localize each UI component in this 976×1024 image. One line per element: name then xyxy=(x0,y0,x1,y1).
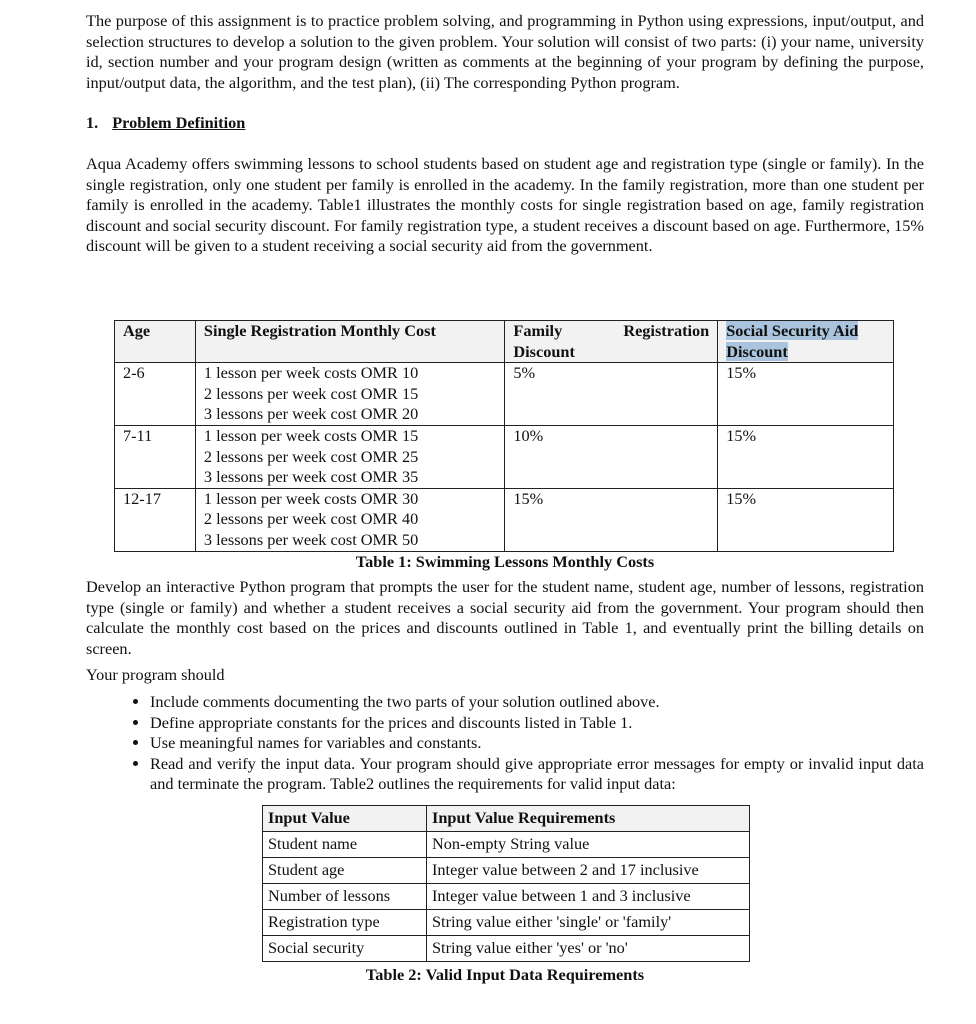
table-row xyxy=(263,831,750,857)
problem-paragraph: Aqua Academy offers swimming lessons to school students based on student age and registration type (single or family). In the single registration, only one student per family is enrolled in the academy. In the family registration, more than one student per family is enrolled in the academy. Table1 illustrates the monthly costs for single registration based on age, family registration discount and social security discount. For family registration type, a student receives a discount based on age. Furthermore, 15% discount will be given to a student receiving a social security aid from the government. xyxy=(86,153,924,256)
document-page xyxy=(86,11,924,984)
requirement-cell: Integer value between 2 and 17 inclusive xyxy=(427,857,750,883)
input-value-cell: Number of lessons xyxy=(263,883,427,909)
table-header-row xyxy=(115,321,894,363)
table-row xyxy=(263,909,750,935)
cost-line: 3 lessons per week cost OMR 20 xyxy=(203,404,419,424)
should-label: Your program should xyxy=(86,665,225,685)
header-family-a: Family xyxy=(513,321,563,340)
table2-caption: Table 2: Valid Input Data Requirements xyxy=(365,964,645,984)
cost-line: 2 lessons per week cost OMR 25 xyxy=(203,446,419,466)
header-family-b: Registration xyxy=(623,321,710,340)
requirement-cell: String value either 'single' or 'family' xyxy=(427,909,750,935)
header-family-c: Discount xyxy=(513,341,575,361)
requirement-cell: String value either 'yes' or 'no' xyxy=(427,935,750,961)
list-item: • Use meaningful names for variables and constants. xyxy=(150,733,924,754)
input-value-cell: Student name xyxy=(263,831,427,857)
cost-cell xyxy=(195,425,504,488)
develop-paragraph: Develop an interactive Python program that prompts the user for the student name, student age, number of lessons, registration type (single or family) and whether a student receives a social security aid from the government. Your program should then calculate the monthly cost based on the prices and discounts outlined in Table 1, and eventually print the billing details on screen. xyxy=(86,577,924,658)
header-requirements: Input Value Requirements xyxy=(427,805,750,831)
section-heading xyxy=(86,113,924,134)
header-single: Single Registration Monthly Cost xyxy=(195,321,504,363)
header-age: Age xyxy=(115,321,196,363)
age-cell: 2-6 xyxy=(115,363,196,426)
cost-line: 1 lesson per week costs OMR 10 xyxy=(203,363,419,383)
family-discount-cell: 10% xyxy=(505,425,718,488)
family-discount-cell: 5% xyxy=(505,363,718,426)
intro-paragraph: The purpose of this assignment is to practice problem solving, and programming in Python using expressions, input/output, and selection structures to develop a solution to the given problem. Your solution will consist of two parts: (i) your name, university id, section number and your program design (written as comments at the beginning of your program by defining the purpose, input/output data, the algorithm, and the test plan), (ii) The corresponding Python program. xyxy=(86,11,924,92)
cost-line: 3 lessons per week cost OMR 35 xyxy=(203,467,419,487)
header-family xyxy=(505,321,718,363)
table-row xyxy=(115,363,894,426)
cost-cell xyxy=(195,488,504,551)
cost-cell xyxy=(195,363,504,426)
table-header-row xyxy=(263,805,750,831)
list-item: • Include comments documenting the two parts of your solution outlined above. xyxy=(150,692,924,713)
table-row xyxy=(263,857,750,883)
list-item: • Define appropriate constants for the prices and discounts listed in Table 1. xyxy=(150,713,924,734)
cost-line: 2 lessons per week cost OMR 15 xyxy=(203,383,419,403)
input-value-cell: Student age xyxy=(263,857,427,883)
cost-line: 2 lessons per week cost OMR 40 xyxy=(203,509,419,529)
list-item: • Read and verify the input data. Your program should give appropriate error messages for empty or invalid input data and terminate the program. Table2 outlines the requirements for valid input data: xyxy=(150,754,924,795)
family-discount-cell: 15% xyxy=(505,488,718,551)
social-discount-cell: 15% xyxy=(718,488,894,551)
costs-table xyxy=(114,320,894,552)
header-input-value: Input Value xyxy=(263,805,427,831)
header-social-text: Social Security Aid Discount xyxy=(726,321,859,361)
age-cell: 7-11 xyxy=(115,425,196,488)
requirement-cell: Integer value between 1 and 3 inclusive xyxy=(427,883,750,909)
table1-caption: Table 1: Swimming Lessons Monthly Costs xyxy=(355,552,655,571)
table-row xyxy=(115,488,894,551)
table-row xyxy=(263,883,750,909)
input-value-cell: Social security xyxy=(263,935,427,961)
input-value-cell: Registration type xyxy=(263,909,427,935)
requirements-list xyxy=(86,692,924,795)
cost-line: 3 lessons per week cost OMR 50 xyxy=(203,529,419,549)
cost-line: 1 lesson per week costs OMR 30 xyxy=(203,488,419,508)
section-number: 1. xyxy=(86,113,99,133)
age-cell: 12-17 xyxy=(115,488,196,551)
table-row xyxy=(115,425,894,488)
requirement-cell: Non-empty String value xyxy=(427,831,750,857)
table-row xyxy=(263,935,750,961)
cost-line: 1 lesson per week costs OMR 15 xyxy=(203,425,419,445)
input-requirements-table xyxy=(262,805,750,962)
header-social xyxy=(718,321,894,363)
section-title: Problem Definition xyxy=(112,113,246,133)
social-discount-cell: 15% xyxy=(718,363,894,426)
social-discount-cell: 15% xyxy=(718,425,894,488)
